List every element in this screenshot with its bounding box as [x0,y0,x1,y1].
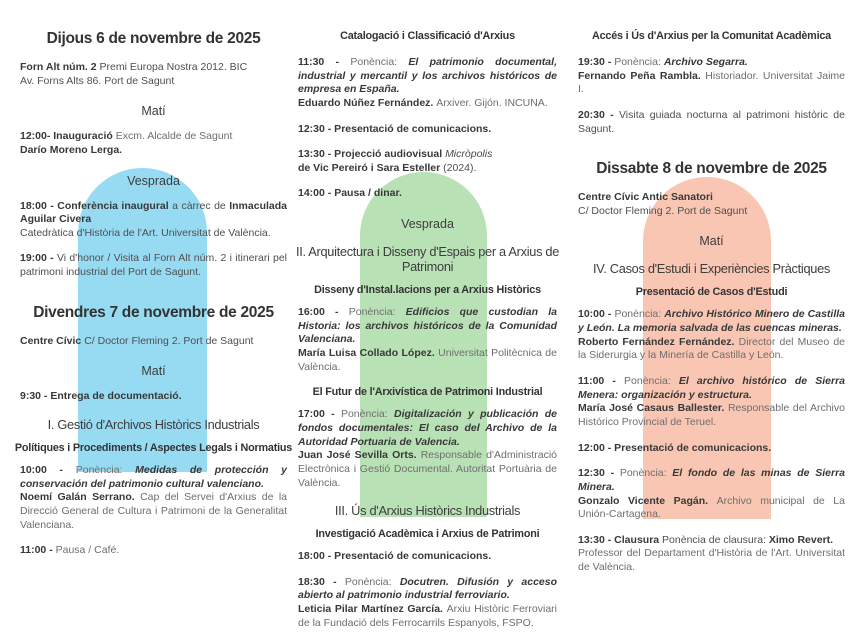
session-subtitle: Presentació de Casos d'Estudi [635,286,788,299]
paragraph-line [578,205,845,219]
text-segment: 20:30 - [578,108,619,121]
program-entry [578,534,845,575]
program-entry [20,544,287,558]
program-column-right [578,30,845,587]
paragraph-line [20,390,287,404]
text-segment: El patrimonio documental, industrial y mercantil y los archivos históricos de empresa en España. [298,56,557,96]
text-segment: 9:30 - Entrega de documentació. [20,390,182,403]
program-entry [578,442,845,456]
text-segment: Professor del Departament d'Història de l'Art. Universitat de València. [578,547,845,574]
program-entry [298,187,557,201]
track-heading: Accés i Ús d'Arxius per la Comunitat Acadèmica [592,30,831,42]
program-entry [298,306,557,374]
text-segment: Roberto Fernández Fernández. [578,335,739,348]
text-segment: Edificios que custodian la Historia: los archivos históricos de la Comunidad Valenciana. [298,306,558,346]
paragraph-line [298,162,557,176]
text-segment: María José Casaus Ballester. [578,402,728,415]
text-segment: Micròpolis [445,148,493,161]
program-entry [20,200,287,241]
text-segment: Ponència: [614,56,664,68]
text-segment: Ponència: [348,306,406,319]
daypart-label: Matí [699,234,724,249]
session-number-title: IV. Casos d'Estudi i Experiències Pràctiques [592,261,830,277]
paragraph-line [20,130,287,144]
text-segment: 11:30 - [298,56,351,68]
text-segment: Medidas de protección y conservación del patrimonio cultural valenciano. [20,464,288,490]
program-column-middle [295,30,560,642]
text-segment: 16:00 - [298,306,349,319]
session-subtitle: Disseny d'Instal.lacions per a Arxius Històrics [314,284,541,297]
text-segment: 10:00 - [578,308,615,321]
paragraph-line [20,144,287,158]
program-entry [298,408,557,490]
program-entry [578,56,845,97]
paragraph-line [578,375,845,402]
text-segment: Darío Moreno Lerga. [20,143,123,156]
text-segment: Pausa / dinar. [334,187,402,200]
paragraph-line [20,335,287,349]
session-subtitle: Investigació Acadèmica i Arxius de Patrimoni [315,528,540,541]
text-segment: Responsable del Archivo Histórico Provincial de Teruel. [578,402,845,428]
text-segment: Ponència de clausura: [662,533,769,546]
paragraph-line [578,442,845,456]
text-segment: Ponència: [619,467,673,480]
track-heading: Catalogació i Classificació d'Arxius [340,30,515,42]
paragraph-line [298,123,557,137]
program-entry [298,148,557,175]
paragraph-line [578,56,845,70]
text-segment: Leticia Pilar Martínez García. [298,603,447,616]
program-entry [20,335,287,349]
program-entry [298,550,557,564]
text-segment: Gonzalo Vicente Pagán. [578,494,717,507]
text-segment: Responsable d'Administració Electrònica i Gestió Documental. Autoritat Portuària de València. [298,449,557,489]
daypart-label: Vesprada [127,173,180,188]
text-segment: C/ Doctor Fleming 2. Port de Sagunt [84,334,254,347]
text-segment: Pausa / Café. [55,544,120,557]
paragraph-line [578,109,845,136]
text-segment: Inmaculada Aguilar Civera [20,199,287,226]
program-column-left [14,30,293,570]
text-segment: Cap del Servei d'Arxius de la Direcció General de Cultura i Patrimoni de la Generalitat Valenciana. [20,491,287,531]
text-segment: 12:30 - Presentació de comunicacions. [298,122,492,135]
paragraph-line [578,402,845,429]
paragraph-line [20,464,287,491]
text-segment: El archivo histórico de Sierra Menera: organización y estructura. [578,375,845,401]
text-segment: Archivo municipal de La Unión-Cartagena. [578,494,845,521]
text-segment: Noemí Galán Serrano. [20,491,141,504]
text-segment: 13:30 - Clausura [578,533,663,546]
text-segment: Ponència: [624,375,679,388]
text-segment: 14:00 - [298,187,335,200]
paragraph-line [298,347,557,374]
paragraph-line [20,544,287,558]
text-segment: Ponència: [340,408,394,421]
text-segment: Ximo Revert. [768,533,834,546]
text-segment: 19:30 - [578,56,615,68]
text-segment: 12:30 - [578,467,620,480]
paragraph-line [298,550,557,564]
program-entry [20,130,287,157]
program-entry [298,576,557,631]
paragraph-line [298,187,557,201]
text-segment: María Luisa Collado López. [298,347,439,360]
text-segment: C/ Doctor Fleming 2. Port de Sagunt [578,204,748,217]
text-segment: El fondo de las minas de Sierra Minera. [578,467,845,493]
text-segment: 11:00 - [578,375,625,388]
text-segment: 10:00 - [20,464,76,477]
paragraph-line [298,603,557,630]
text-segment: 18:30 - [298,575,345,588]
paragraph-line [20,491,287,532]
text-segment: Ponència: [75,464,136,477]
program-entry [20,464,287,532]
text-segment: a càrrec de [172,199,230,212]
text-segment: Ponència: [344,575,400,588]
program-entry [578,375,845,430]
text-segment: Fernando Peña Rambla. [578,69,706,82]
paragraph-line [20,200,287,227]
program-entry [578,308,845,363]
paragraph-line [578,70,845,97]
text-segment: Archivo Segarra. [663,56,748,68]
text-segment: Director del Museo de la Siderurgia y la Minería de Castilla y León. [578,335,845,362]
text-segment: (2024). [443,161,477,174]
text-segment: 18:00 - Conferència inaugural [20,199,173,212]
text-segment: Archivo Histórico Minero de Castilla y León. La memoria salvada de las cuencas mineras. [578,308,846,335]
paragraph-line [298,576,557,603]
text-segment: 11:00 - [20,544,56,557]
session-subtitle: El Futur de l'Arxivística de Patrimoni Industrial [312,386,543,399]
text-segment: Docutren. Difusión y acceso abierto al patrimonio industrial ferroviario. [298,575,558,602]
text-segment: Av. Forns Alts 86. Port de Sagunt [20,74,175,87]
paragraph-line [20,227,287,241]
date-heading: Divendres 7 de novembre de 2025 [33,303,274,321]
text-segment: Visita guiada nocturna al patrimoni històric de Sagunt. [578,108,845,135]
program-entry [578,467,845,522]
paragraph-line [298,56,557,97]
session-subtitle: Polítiques i Procediments / Aspectes Legals i Normatius [14,442,293,455]
text-segment: Centre Cívic Antic Sanatori [578,191,713,204]
text-segment: 19:00 - [20,252,57,265]
program-entry [578,109,845,136]
date-heading: Dissabte 8 de novembre de 2025 [596,160,827,178]
text-segment: 17:00 - [298,408,341,421]
paragraph-line [20,61,287,75]
text-segment: Eduardo Núñez Fernández. [298,96,437,109]
paragraph-line [578,547,845,574]
paragraph-line [298,148,557,162]
paragraph-line [578,336,845,363]
program-entry [20,61,287,88]
session-number-title: I. Gestió d'Archivos Històrics Industrials [47,417,260,433]
paragraph-line [298,306,557,347]
text-segment: Vi d'honor / Visita al Forn Alt núm. 2 i itinerari pel patrimoni industrial del Port de Sagunt. [20,252,287,279]
paragraph-line [578,534,845,548]
text-segment: Arxiver. Gijón. INCUNA. [436,96,548,109]
text-segment: 12:00 - Presentació de comunicacions. [578,441,772,454]
text-segment: Ponència: [350,56,409,68]
text-segment: Centre Cívic [20,334,85,347]
paragraph-line [20,75,287,89]
paragraph-line [578,191,845,205]
text-segment: 18:00 - Presentació de comunicacions. [298,550,492,563]
text-segment: de Vic Pereiró i Sara Esteller [298,161,444,174]
text-segment: Universitat Politècnica de València. [298,347,557,373]
paragraph-line [298,97,557,111]
paragraph-line [298,449,557,490]
paragraph-line [578,467,845,494]
text-segment: 13:30 - Projecció audiovisual [298,148,446,161]
session-number-title: III. Ús d'Arxius Històrics Industrials [334,503,521,519]
date-heading: Dijous 6 de novembre de 2025 [46,30,261,47]
paragraph-line [578,495,845,522]
paragraph-line [20,252,287,279]
daypart-label: Vesprada [401,217,454,232]
paragraph-line [298,408,557,449]
text-segment: 12:00- Inauguració [20,130,116,143]
daypart-label: Matí [141,104,166,119]
text-segment: Forn Alt núm. 2 [20,61,100,73]
paragraph-line [578,308,845,335]
program-entry [298,123,557,137]
program-entry [578,191,845,218]
program-entry [20,390,287,404]
text-segment: Arxiu Històric Ferroviari de la Fundació dels Ferrocarrils Espanyols, FSPO. [298,603,557,629]
session-number-title: II. Arquitectura i Disseny d'Espais per a Arxius de Patrimoni [295,244,560,275]
text-segment: Historiador. Universitat Jaime I. [578,69,846,96]
text-segment: Catedràtica d'Història de l'Art. Universitat de València. [20,226,271,239]
text-segment: Premi Europa Nostra 2012. BIC [99,61,248,73]
text-segment: Digitalización y publicación de fondos documentales: El caso del Archivo de la Autoridad Portuaria de Valencia. [298,408,558,448]
program-entry [298,56,557,111]
daypart-label: Matí [141,364,166,379]
text-segment: Juan José Sevilla Orts. [298,449,421,462]
text-segment: Excm. Alcalde de Sagunt [115,130,233,143]
program-entry [20,252,287,279]
text-segment: Ponència: [614,308,665,321]
